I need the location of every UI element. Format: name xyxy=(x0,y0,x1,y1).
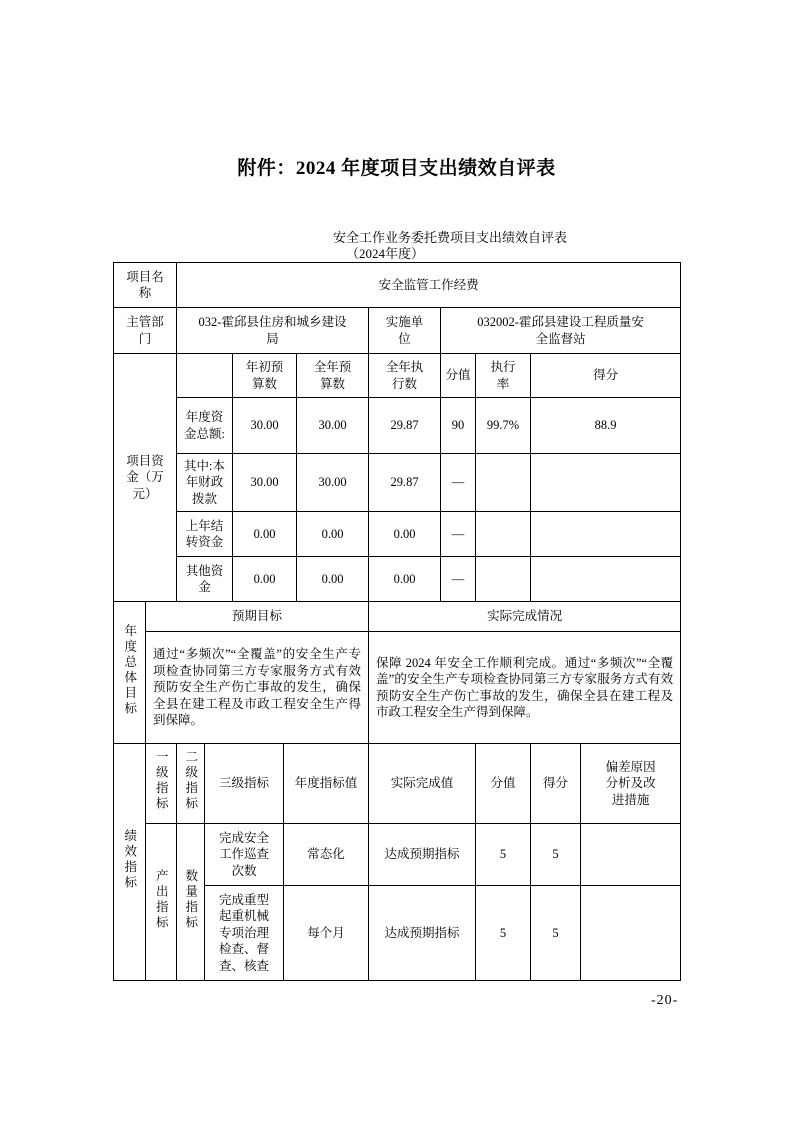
score-header-cell: 得分 xyxy=(531,744,581,824)
points-cell: 5 xyxy=(476,824,531,886)
fund-exec-cell: 29.87 xyxy=(369,454,441,512)
project-name-value-cell: 安全监管工作经费 xyxy=(177,263,681,308)
actual-value-cell: 达成预期指标 xyxy=(369,824,476,886)
actual-result-text-cell: 保障 2024 年安全工作顺利完成。通过“多频次”“全覆盖”的安全生产专项检查协同第三方专家服务方式有效预防安全生产伤亡事故的发生，确保全县在建工程及市政工程安全生产得到保障。 xyxy=(369,632,681,744)
table-row xyxy=(114,398,681,454)
output-indicator-cell xyxy=(146,824,177,981)
annual-target-header-cell: 年度指标值 xyxy=(284,744,369,824)
table-row xyxy=(114,263,681,308)
annual-target-cell: 每个月 xyxy=(284,886,369,981)
fund-begin-cell: 30.00 xyxy=(233,454,297,512)
fund-exec-cell: 29.87 xyxy=(369,398,441,454)
table-row xyxy=(114,354,681,398)
table-row xyxy=(114,632,681,744)
fund-annual-cell: 0.00 xyxy=(297,557,369,602)
points-header-cell: 分值 xyxy=(476,744,531,824)
table-year-caption: （2024年度） xyxy=(346,246,425,261)
fund-label-cell: 上年结转资金 xyxy=(177,512,233,557)
fund-begin-cell: 0.00 xyxy=(233,512,297,557)
actual-value-header-cell: 实际完成值 xyxy=(369,744,476,824)
table-row xyxy=(114,824,681,886)
level2-header-cell xyxy=(177,744,205,824)
fund-score-cell: 88.9 xyxy=(531,398,681,454)
fund-rate-cell xyxy=(476,454,531,512)
score-cell: 5 xyxy=(531,824,581,886)
col-header-annual-budget: 全年预算数 xyxy=(297,354,369,398)
table-row xyxy=(114,602,681,632)
indicator-cell: 完成重型起重机械专项治理检查、督查、核查 xyxy=(205,886,284,981)
score-cell: 5 xyxy=(531,886,581,981)
fund-annual-cell: 30.00 xyxy=(297,398,369,454)
level1-header-cell xyxy=(146,744,177,824)
table-row xyxy=(114,308,681,354)
project-name-label-cell: 项目名称 xyxy=(114,263,177,308)
doc-title: 附件：2024 年度项目支出绩效自评表 xyxy=(237,158,556,179)
expected-goal-header-cell: 预期目标 xyxy=(146,602,369,632)
unit-label-cell: 实施单位 xyxy=(369,308,441,354)
indicator-cell: 完成安全工作巡查次数 xyxy=(205,824,284,886)
fund-score-cell xyxy=(531,557,681,602)
funds-row-header-cell: 项目资金（万元） xyxy=(114,354,177,602)
fund-begin-cell: 0.00 xyxy=(233,557,297,602)
performance-header-label: 绩效指标 xyxy=(122,828,137,891)
col-header-begin-budget: 年初预算数 xyxy=(233,354,297,398)
quantity-indicator-label: 数量指标 xyxy=(183,868,198,931)
self-eval-table xyxy=(113,262,681,981)
fund-points-cell: — xyxy=(441,512,476,557)
dept-value-cell: 032-霍邱县住房和城乡建设局 xyxy=(177,308,369,354)
output-indicator-label: 产出指标 xyxy=(154,868,169,931)
fund-label-cell: 其中:本年财政拨款 xyxy=(177,454,233,512)
col-header-score: 得分 xyxy=(531,354,681,398)
col-header-annual-exec: 全年执行数 xyxy=(369,354,441,398)
fund-exec-cell: 0.00 xyxy=(369,512,441,557)
fund-points-cell: 90 xyxy=(441,398,476,454)
fund-label-cell: 年度资金总额: xyxy=(177,398,233,454)
fund-exec-cell: 0.00 xyxy=(369,557,441,602)
deviation-header-cell: 偏差原因分析及改进措施 xyxy=(581,744,681,824)
empty-cell xyxy=(177,354,233,398)
level1-header-label: 一级指标 xyxy=(154,750,169,813)
fund-begin-cell: 30.00 xyxy=(233,398,297,454)
fund-points-cell: — xyxy=(441,557,476,602)
table-row xyxy=(114,557,681,602)
expected-goal-text-cell: 通过“多频次”“全覆盖”的安全生产专项检查协同第三方专家服务方式有效预防安全生产伤亡事故的发生，确保全县在建工程及市政工程安全生产得到保障。 xyxy=(146,632,369,744)
deviation-cell xyxy=(581,886,681,981)
col-header-points: 分值 xyxy=(441,354,476,398)
quantity-indicator-cell xyxy=(177,824,205,981)
fund-score-cell xyxy=(531,454,681,512)
fund-rate-cell xyxy=(476,512,531,557)
annual-goal-header-cell xyxy=(114,602,146,744)
actual-value-cell: 达成预期指标 xyxy=(369,886,476,981)
table-row xyxy=(114,454,681,512)
points-cell: 5 xyxy=(476,886,531,981)
fund-annual-cell: 30.00 xyxy=(297,454,369,512)
annual-goal-header-label: 年度总体目标 xyxy=(122,623,137,717)
fund-annual-cell: 0.00 xyxy=(297,512,369,557)
table-title: 安全工作业务委托费项目支出绩效自评表 xyxy=(333,230,568,245)
fund-points-cell: — xyxy=(441,454,476,512)
fund-rate-cell: 99.7% xyxy=(476,398,531,454)
performance-header-cell xyxy=(114,744,146,981)
fund-rate-cell xyxy=(476,557,531,602)
table-row xyxy=(114,744,681,824)
col-header-exec-rate: 执行率 xyxy=(476,354,531,398)
level2-header-label: 二级指标 xyxy=(183,750,198,813)
table-row xyxy=(114,512,681,557)
level3-header-cell: 三级指标 xyxy=(205,744,284,824)
dept-label-cell: 主管部门 xyxy=(114,308,177,354)
fund-label-cell: 其他资金 xyxy=(177,557,233,602)
annual-target-cell: 常态化 xyxy=(284,824,369,886)
actual-result-header-cell: 实际完成情况 xyxy=(369,602,681,632)
deviation-cell xyxy=(581,824,681,886)
page-number: -20- xyxy=(651,993,679,1008)
fund-score-cell xyxy=(531,512,681,557)
unit-value-cell: 032002-霍邱县建设工程质量安全监督站 xyxy=(441,308,681,354)
